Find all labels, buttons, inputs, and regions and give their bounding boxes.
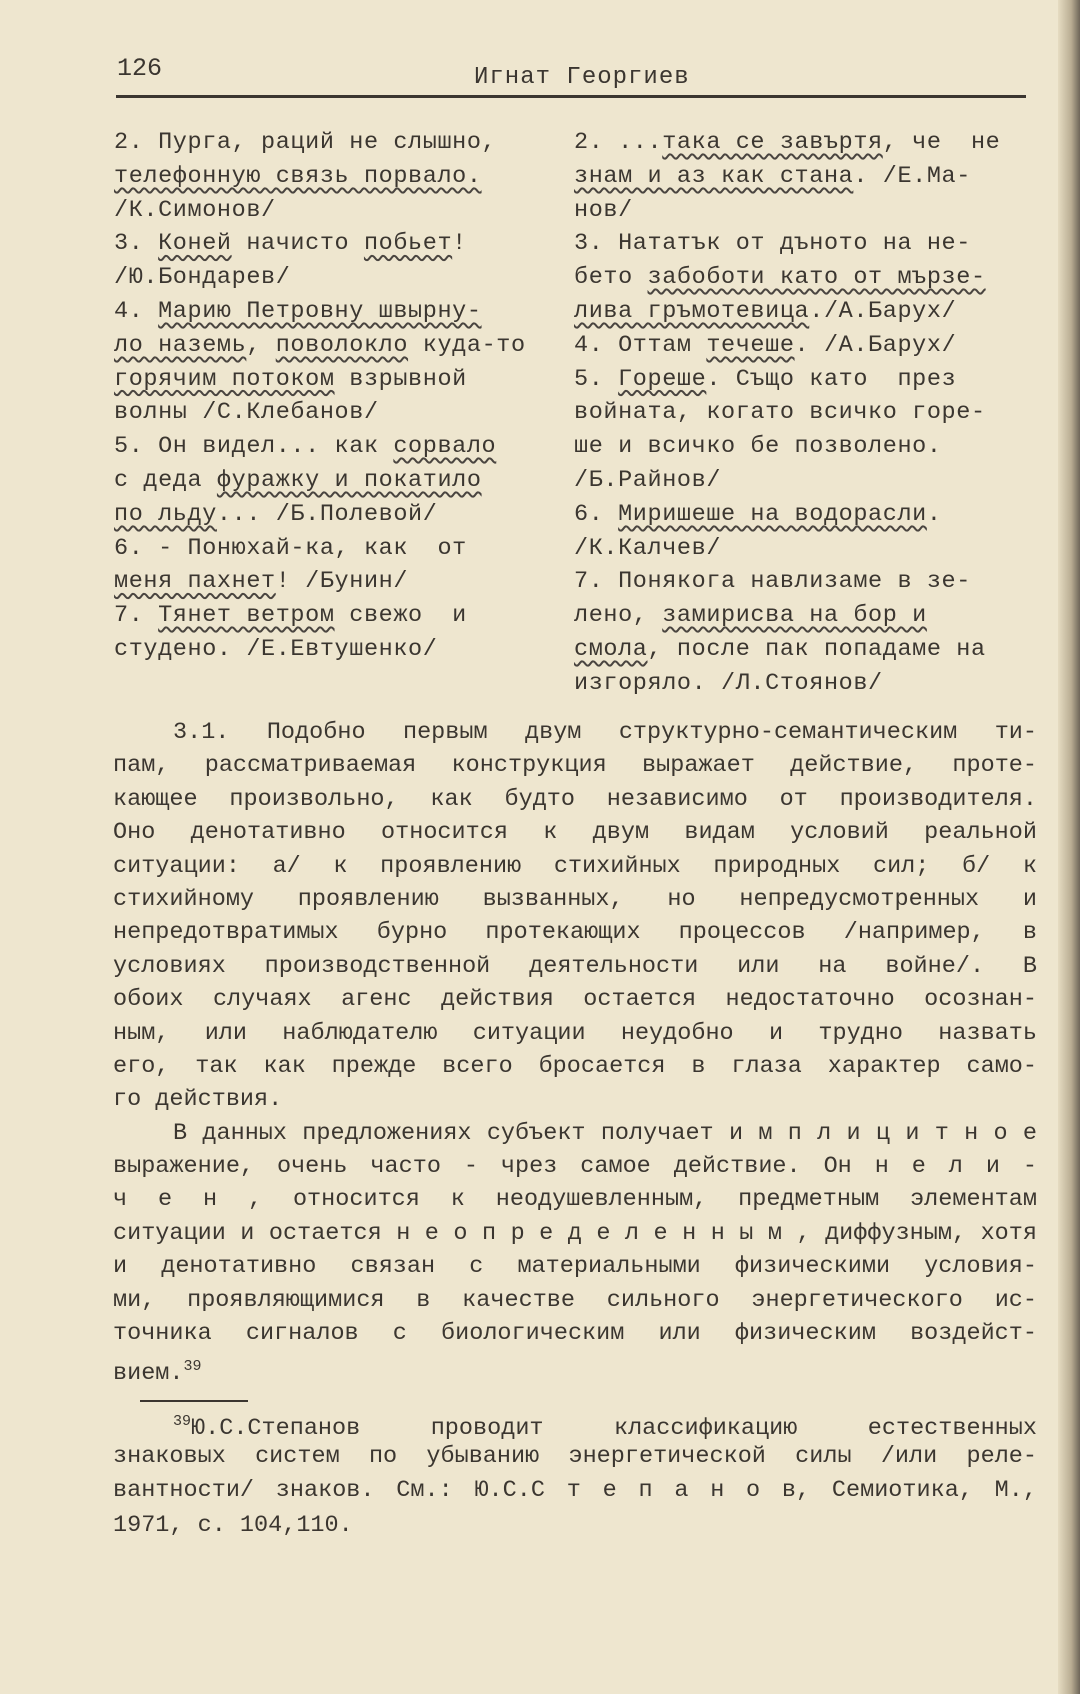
footnote-line bbox=[113, 1509, 1037, 1544]
example-line bbox=[574, 329, 1000, 363]
example-line bbox=[574, 126, 1000, 160]
footnote-line-text: знаковых систем по убыванию энергетической силы /или реле- bbox=[113, 1442, 1037, 1470]
body-line-text: ситуации: а/ к проявлению стихийных природных сил; б/ к bbox=[113, 852, 1037, 880]
footnote-line bbox=[113, 1440, 1037, 1475]
text-segment: 2. Пурга, раций не слышно, bbox=[114, 129, 497, 156]
text-segment: /К.Калчев/ bbox=[574, 534, 722, 562]
body-line-text: го действия. bbox=[113, 1086, 283, 1114]
underlined-phrase: Миришеше на водорасли bbox=[618, 500, 927, 528]
underlined-phrase: телефонную связь порвало. bbox=[114, 162, 482, 190]
example-line bbox=[574, 667, 1000, 701]
text-segment: войната, когато всичко горе- bbox=[574, 399, 986, 427]
example-line bbox=[574, 464, 1000, 498]
text-segment: /Ю.Бондарев/ bbox=[114, 264, 291, 292]
text-segment: взрывной bbox=[334, 365, 467, 393]
text-segment: 6. bbox=[574, 500, 619, 528]
body-line-text: ми, проявляющимися в качестве сильного энергетического ис- bbox=[113, 1286, 1037, 1314]
example-line bbox=[574, 396, 1000, 430]
body-line bbox=[113, 983, 1037, 1016]
example-line bbox=[114, 194, 526, 228]
example-line bbox=[574, 160, 1000, 194]
text-segment: 3. bbox=[114, 230, 159, 258]
underlined-phrase: смола bbox=[574, 635, 648, 663]
example-line bbox=[114, 430, 526, 464]
example-line bbox=[574, 532, 1000, 566]
underlined-phrase: по льду bbox=[114, 500, 217, 528]
body-line-text: кающее произвольно, как будто независимо от производителя. bbox=[113, 785, 1037, 813]
body-line bbox=[113, 1050, 1037, 1083]
footnote-reference: 39 bbox=[183, 1358, 202, 1376]
body-line bbox=[113, 716, 1037, 749]
text-segment: , после пак попадаме на bbox=[647, 635, 986, 663]
text-segment: изгоряло. /Л.Стоянов/ bbox=[574, 669, 883, 697]
example-line bbox=[114, 464, 526, 498]
text-segment: 6. - Понюхай-ка, как от bbox=[114, 534, 467, 562]
underlined-phrase: Тянет ветром bbox=[158, 602, 335, 630]
body-line bbox=[113, 950, 1037, 983]
example-line bbox=[574, 227, 1000, 261]
example-line bbox=[114, 498, 526, 532]
text-segment: . /Е.Ма- bbox=[853, 162, 971, 190]
example-line bbox=[574, 261, 1000, 295]
body-line bbox=[113, 1083, 1037, 1116]
body-line bbox=[113, 1150, 1037, 1183]
example-line bbox=[114, 295, 526, 329]
example-line bbox=[574, 295, 1000, 329]
footnote-line-text: Ю.С.Степанов проводит классификацию естественных bbox=[191, 1414, 1037, 1442]
text-segment: бето bbox=[574, 264, 648, 292]
body-line-text: условиях производственной деятельности или на войне/. В bbox=[113, 952, 1037, 980]
text-segment: ./А.Барух/ bbox=[809, 297, 957, 325]
examples-bulgarian-column bbox=[574, 126, 1000, 701]
body-line-text: ч е н , относится к неодушевленным, предметным элементам bbox=[113, 1186, 1037, 1214]
text-segment: 5. bbox=[574, 365, 619, 393]
underlined-phrase: сорвало bbox=[393, 433, 497, 461]
text-segment: ... /Б.Полевой/ bbox=[216, 500, 438, 528]
underlined-phrase: горячим потоком bbox=[114, 365, 335, 393]
body-line bbox=[113, 916, 1037, 949]
body-line bbox=[113, 1183, 1037, 1216]
body-line bbox=[113, 1284, 1037, 1317]
body-line bbox=[113, 1317, 1037, 1350]
footnote-line-text: 1971, с. 104,110. bbox=[113, 1511, 353, 1539]
page-number: 126 bbox=[117, 54, 163, 83]
example-line bbox=[574, 565, 1000, 599]
example-line bbox=[574, 430, 1000, 464]
example-line bbox=[114, 363, 526, 397]
example-line bbox=[574, 194, 1000, 228]
footnote-line bbox=[113, 1474, 1037, 1509]
example-line bbox=[114, 160, 526, 194]
body-line-text: вием. bbox=[113, 1360, 184, 1388]
body-line-text: В данных предложениях субъект получает и м п л и ц и т н о е bbox=[173, 1119, 1037, 1147]
text-segment: . bbox=[926, 500, 942, 528]
text-segment: /К.Симонов/ bbox=[114, 196, 276, 224]
example-line bbox=[574, 363, 1000, 397]
example-line bbox=[114, 261, 526, 295]
text-segment: ! bbox=[452, 230, 467, 258]
text-segment: 5. Он видел... как bbox=[114, 433, 394, 461]
text-segment: 3. Нататък от дъното на не- bbox=[574, 230, 971, 258]
body-line-text: стихийному проявлению вызванных, но непредусмотренных и bbox=[113, 885, 1037, 913]
body-line-text: непредотвратимых бурно протекающих процессов /например, в bbox=[113, 919, 1037, 947]
body-line bbox=[113, 1350, 1037, 1388]
text-segment: 7. bbox=[114, 602, 159, 630]
example-line bbox=[114, 633, 526, 667]
body-line bbox=[113, 749, 1037, 782]
example-line bbox=[114, 396, 526, 430]
text-segment: , bbox=[246, 331, 276, 359]
example-line bbox=[574, 498, 1000, 532]
underlined-phrase: Гореше bbox=[618, 365, 707, 393]
example-line bbox=[114, 565, 526, 599]
text-segment: 7. Понякога навлизаме в зе- bbox=[574, 568, 971, 596]
text-segment: волны /С.Клебанов/ bbox=[114, 399, 379, 427]
text-segment: ше и всичко бе позволено. bbox=[574, 433, 942, 461]
underlined-phrase: ло наземь bbox=[114, 331, 247, 359]
page-edge-shadow bbox=[1058, 0, 1080, 1694]
footnote bbox=[113, 1405, 1037, 1543]
text-segment: свежо и bbox=[334, 602, 467, 630]
text-segment: /Б.Райнов/ bbox=[574, 466, 722, 494]
text-segment: , че не bbox=[882, 129, 1001, 156]
underlined-phrase: побьет bbox=[363, 230, 453, 258]
body-line-text: пам, рассматриваемая конструкция выражает действие, проте- bbox=[113, 752, 1037, 780]
body-line-text: точника сигналов с биологическим или физическим воздейст- bbox=[113, 1320, 1037, 1348]
underlined-phrase: течеше bbox=[706, 331, 795, 359]
body-line bbox=[113, 783, 1037, 816]
footnote-line-text: вантности/ знаков. См.: Ю.С.С т е п а н о в, Семиотика, М., bbox=[113, 1477, 1037, 1504]
body-line-text: выражение, очень часто - чрез самое действие. Он н е л и - bbox=[113, 1153, 1037, 1181]
underlined-phrase: лива гръмотевица bbox=[574, 297, 810, 325]
footnote-number: 39 bbox=[173, 1413, 192, 1430]
body-line bbox=[113, 883, 1037, 916]
example-line bbox=[114, 329, 526, 363]
underlined-phrase: Марию Петровну швырну- bbox=[158, 297, 482, 325]
underlined-phrase: така се завъртя bbox=[662, 129, 883, 156]
underlined-phrase: замирисва на бор и bbox=[662, 602, 927, 630]
text-segment: . Също като през bbox=[706, 365, 957, 393]
body-line bbox=[113, 1017, 1037, 1050]
body-line bbox=[113, 1217, 1037, 1250]
text-segment: студено. /Е.Евтушенко/ bbox=[114, 635, 438, 663]
examples-russian-column bbox=[114, 126, 526, 667]
text-segment: начисто bbox=[231, 230, 364, 258]
text-segment: куда-то bbox=[408, 331, 526, 359]
example-line bbox=[574, 633, 1000, 667]
running-title: Игнат Георгиев bbox=[474, 64, 690, 91]
underlined-phrase: фуражку и покатило bbox=[216, 466, 482, 494]
text-segment: с деда bbox=[114, 466, 217, 494]
footnote-rule bbox=[140, 1400, 248, 1402]
header-rule bbox=[116, 95, 1026, 98]
text-segment: ! /Бунин/ bbox=[275, 568, 409, 596]
body-line bbox=[113, 1117, 1037, 1150]
underlined-phrase: забоботи като от мързе- bbox=[647, 264, 986, 292]
underlined-phrase: поволокло bbox=[275, 331, 409, 359]
body-text bbox=[113, 716, 1037, 1388]
footnote-line bbox=[113, 1405, 1037, 1440]
text-segment: . /А.Барух/ bbox=[794, 331, 957, 359]
text-segment: 4. Оттам bbox=[574, 331, 707, 359]
body-line-text: и денотативно связан с материальными физическими условия- bbox=[113, 1253, 1037, 1281]
example-line bbox=[114, 599, 526, 633]
body-line-text: 3.1. Подобно первым двум структурно-семантическим ти- bbox=[173, 719, 1037, 746]
example-line bbox=[114, 126, 526, 160]
underlined-phrase: знам и аз как стана bbox=[574, 162, 854, 190]
underlined-phrase: Коней bbox=[158, 230, 232, 258]
text-segment: лено, bbox=[574, 602, 663, 630]
body-line-text: обоих случаях агенс действия остается недостаточно осознан- bbox=[113, 986, 1037, 1014]
body-line-text: Оно денотативно относится к двум видам условий реальной bbox=[113, 819, 1037, 847]
text-segment: 2. ... bbox=[574, 129, 663, 156]
example-line bbox=[114, 532, 526, 566]
underlined-phrase: меня пахнет bbox=[114, 568, 276, 596]
body-line bbox=[113, 1250, 1037, 1283]
example-line bbox=[574, 599, 1000, 633]
body-line bbox=[113, 816, 1037, 849]
text-segment: нов/ bbox=[574, 196, 633, 224]
text-segment: 4. bbox=[114, 297, 159, 325]
example-line bbox=[114, 227, 526, 261]
body-line-text: ным, или наблюдателю ситуации неудобно и трудно назвать bbox=[113, 1019, 1037, 1047]
body-line-text: его, так как прежде всего бросается в глаза характер само- bbox=[113, 1052, 1037, 1080]
body-line bbox=[113, 850, 1037, 883]
body-line-text: ситуации и остается н е о п р е д е л е н н ы м , диффузным, хотя bbox=[113, 1219, 1037, 1247]
